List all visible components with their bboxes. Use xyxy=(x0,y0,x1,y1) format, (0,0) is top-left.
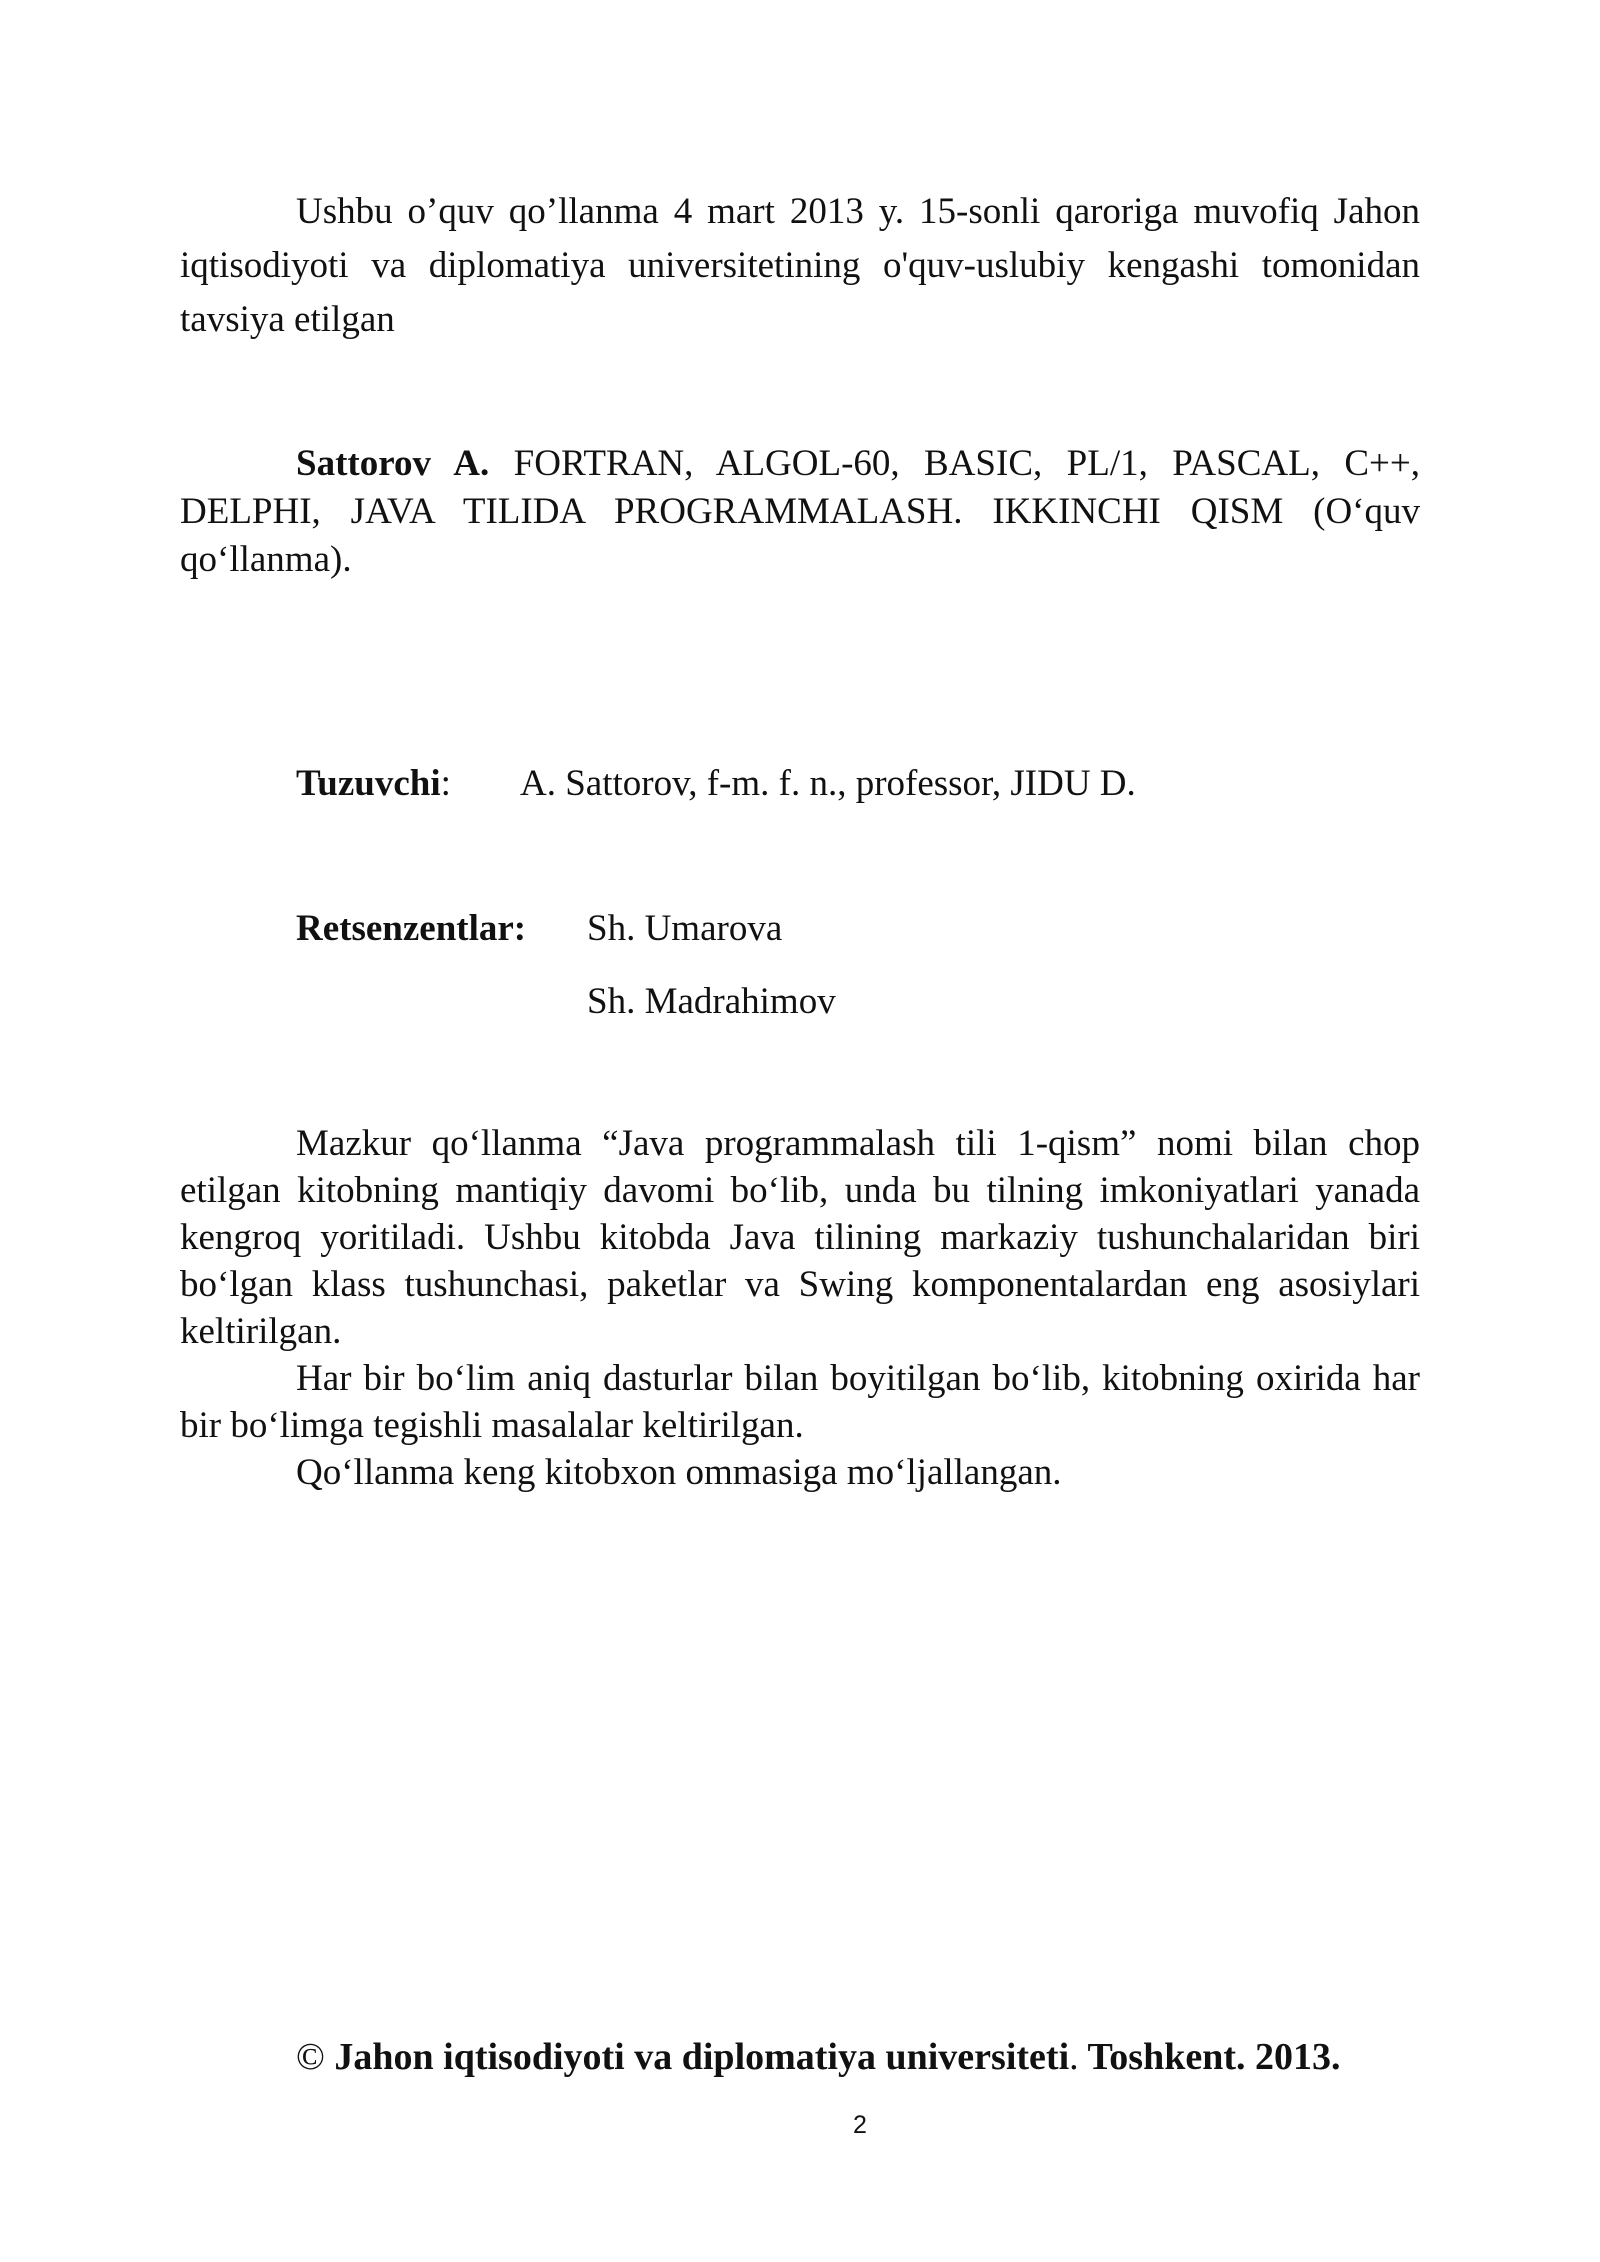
reviewer-name: Sh. Madrahimov xyxy=(587,981,836,1022)
copyright-separator: . xyxy=(1069,2036,1079,2078)
approval-note: Ushbu o’quv qo’llanma 4 mart 2013 y. 15-sonli qaroriga muvofiq Jahon iqtisodiyoti va diplomatiya universitetining o'quv-uslubiy kengashi tomonidan tavsiya etilgan xyxy=(180,191,1420,340)
reviewer-name: Sh. Umarova xyxy=(587,908,783,949)
book-title: FORTRAN, ALGOL-60, BASIC, PL/1, PASCAL, C++, DELPHI, JAVA TILIDA PROGRAMMALASH. IKKINCHI QISM (O‘quv qo‘llanma). xyxy=(180,443,1420,580)
copyright-line xyxy=(296,2030,1341,2084)
copyright-place-year: Toshkent. 2013. xyxy=(1078,2036,1341,2078)
abstract-paragraph: Mazkur qo‘llanma “Java programmalash tili 1-qism” nomi bilan chop etilgan kitobning mantiqiy davomi bo‘lib, unda bu tilning imkoniyatlari yanada kengroq yoritiladi. Ushbu kitobda Java tilining markaziy tushunchalaridan biri bo‘lgan klass tushunchasi, paketlar va Swing komponentalardan eng asosiylari keltirilgan. xyxy=(180,1123,1420,1352)
compiler-label: Tuzuvchi xyxy=(296,763,441,804)
compiler-value: A. Sattorov, f-m. f. n., professor, JIDU D. xyxy=(520,763,1136,804)
abstract-paragraph: Har bir bo‘lim aniq dasturlar bilan boyitilgan bo‘lib, kitobning oxirida har bir bo‘limga tegishli masalalar keltirilgan. xyxy=(180,1358,1420,1446)
reviewers-label: Retsenzentlar: xyxy=(296,908,527,949)
compiler-colon: : xyxy=(440,763,451,804)
compiler-row xyxy=(296,757,1136,811)
copyright-organization: Jahon iqtisodiyoti va diplomatiya universiteti xyxy=(334,2036,1070,2078)
page-number: 2 xyxy=(853,2111,867,2139)
abstract xyxy=(180,1120,1420,1496)
author-name: Sattorov A. xyxy=(296,443,490,484)
book-title-block xyxy=(180,440,1420,584)
abstract-paragraph: Qo‘llanma keng kitobxon ommasiga mo‘ljallangan. xyxy=(296,1452,1062,1493)
copyright-symbol: © xyxy=(296,2036,335,2078)
